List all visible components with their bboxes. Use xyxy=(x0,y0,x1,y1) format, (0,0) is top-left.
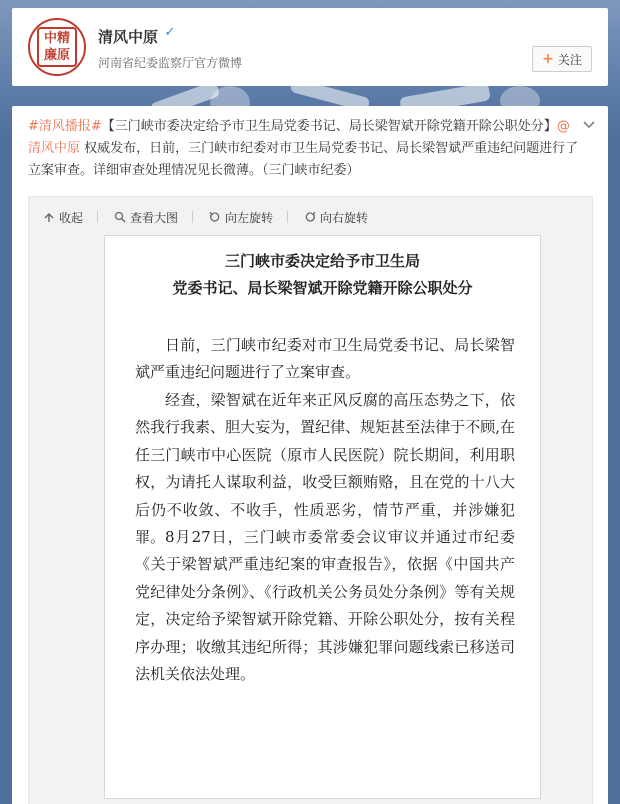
avatar[interactable] xyxy=(28,18,86,76)
doc-paragraph-2: 经查，梁智斌在近年来正风反腐的高压态势之下，依然我行我素、胆大妄为，置纪律、规矩甚至法律于不顾,在任三门峡市中心医院（原市人民医院）院长期间，利用职权，为请托人谋取利益，收受巨额贿赂，且在党的十八大后仍不收敛、不收手，性质恶劣，情节严重，并涉嫌犯罪。 xyxy=(135,391,515,547)
verified-badge-icon: ✓ xyxy=(164,25,176,40)
rotate-right-icon xyxy=(304,211,316,223)
post-hashtag[interactable]: #清风播报# xyxy=(28,119,102,134)
image-viewer xyxy=(28,196,593,804)
post-body: 权威发布，日前，三门峡市纪委对市卫生局党委书记、局长梁智斌严重违纪问题进行了立案审查。详细审查处理情况见长微薄。（三门峡市纪委） xyxy=(28,141,579,178)
view-large-label: 查看大图 xyxy=(130,210,179,225)
doc-title-line1: 三门峡市委决定给予市卫生局 xyxy=(224,252,420,270)
rotate-right-label: 向右旋转 xyxy=(320,210,369,225)
collapse-icon xyxy=(43,211,55,223)
rotate-left-icon xyxy=(209,211,221,223)
view-large-button[interactable] xyxy=(114,209,193,225)
profile-description: 河南省纪委监察厅官方微博 xyxy=(98,56,243,70)
profile-card xyxy=(12,8,608,86)
image-toolbar xyxy=(43,209,368,225)
profile-name[interactable]: 清风中原 xyxy=(98,28,159,46)
collapse-label: 收起 xyxy=(59,210,84,225)
doc-paragraph-3: 8月27日，三门峡市委常委会议审议并通过市纪委《关于梁智斌严重违纪案的审查报告》，依据《中国共产党纪律处分条例》、《行政机关公务员处分条例》等有关规定，决定给予梁智斌开除党籍、开除公职处分，按有关程序办理；收缴其违纪所得；其涉嫌犯罪问题线索已移送司法机关依法处理。 xyxy=(135,528,515,684)
chevron-down-icon[interactable] xyxy=(582,118,596,132)
follow-button[interactable] xyxy=(532,46,592,72)
rotate-left-button[interactable] xyxy=(209,209,288,225)
post-mention[interactable]: @清风中原 xyxy=(28,119,570,156)
post-headline: 【三门峡市委决定给予市卫生局党委书记、局长梁智斌开除党籍开除公职处分】 xyxy=(101,119,557,134)
doc-title-line2: 党委书记、局长梁智斌开除党籍开除公职处分 xyxy=(172,279,473,297)
plus-icon: + xyxy=(542,51,554,67)
weibo-post xyxy=(12,106,608,804)
document-image[interactable] xyxy=(104,235,541,799)
rotate-right-button[interactable] xyxy=(304,209,368,225)
rotate-left-label: 向左旋转 xyxy=(225,210,274,225)
post-text xyxy=(28,116,580,182)
collapse-button[interactable] xyxy=(43,209,98,225)
avatar-seal-logo: 中精 廉原 xyxy=(37,27,77,67)
search-icon xyxy=(114,211,126,223)
doc-paragraph-1: 日前，三门峡市纪委对市卫生局党委书记、局长梁智斌严重违纪问题进行了立案审查。 xyxy=(135,336,515,382)
follow-label: 关注 xyxy=(557,52,582,67)
